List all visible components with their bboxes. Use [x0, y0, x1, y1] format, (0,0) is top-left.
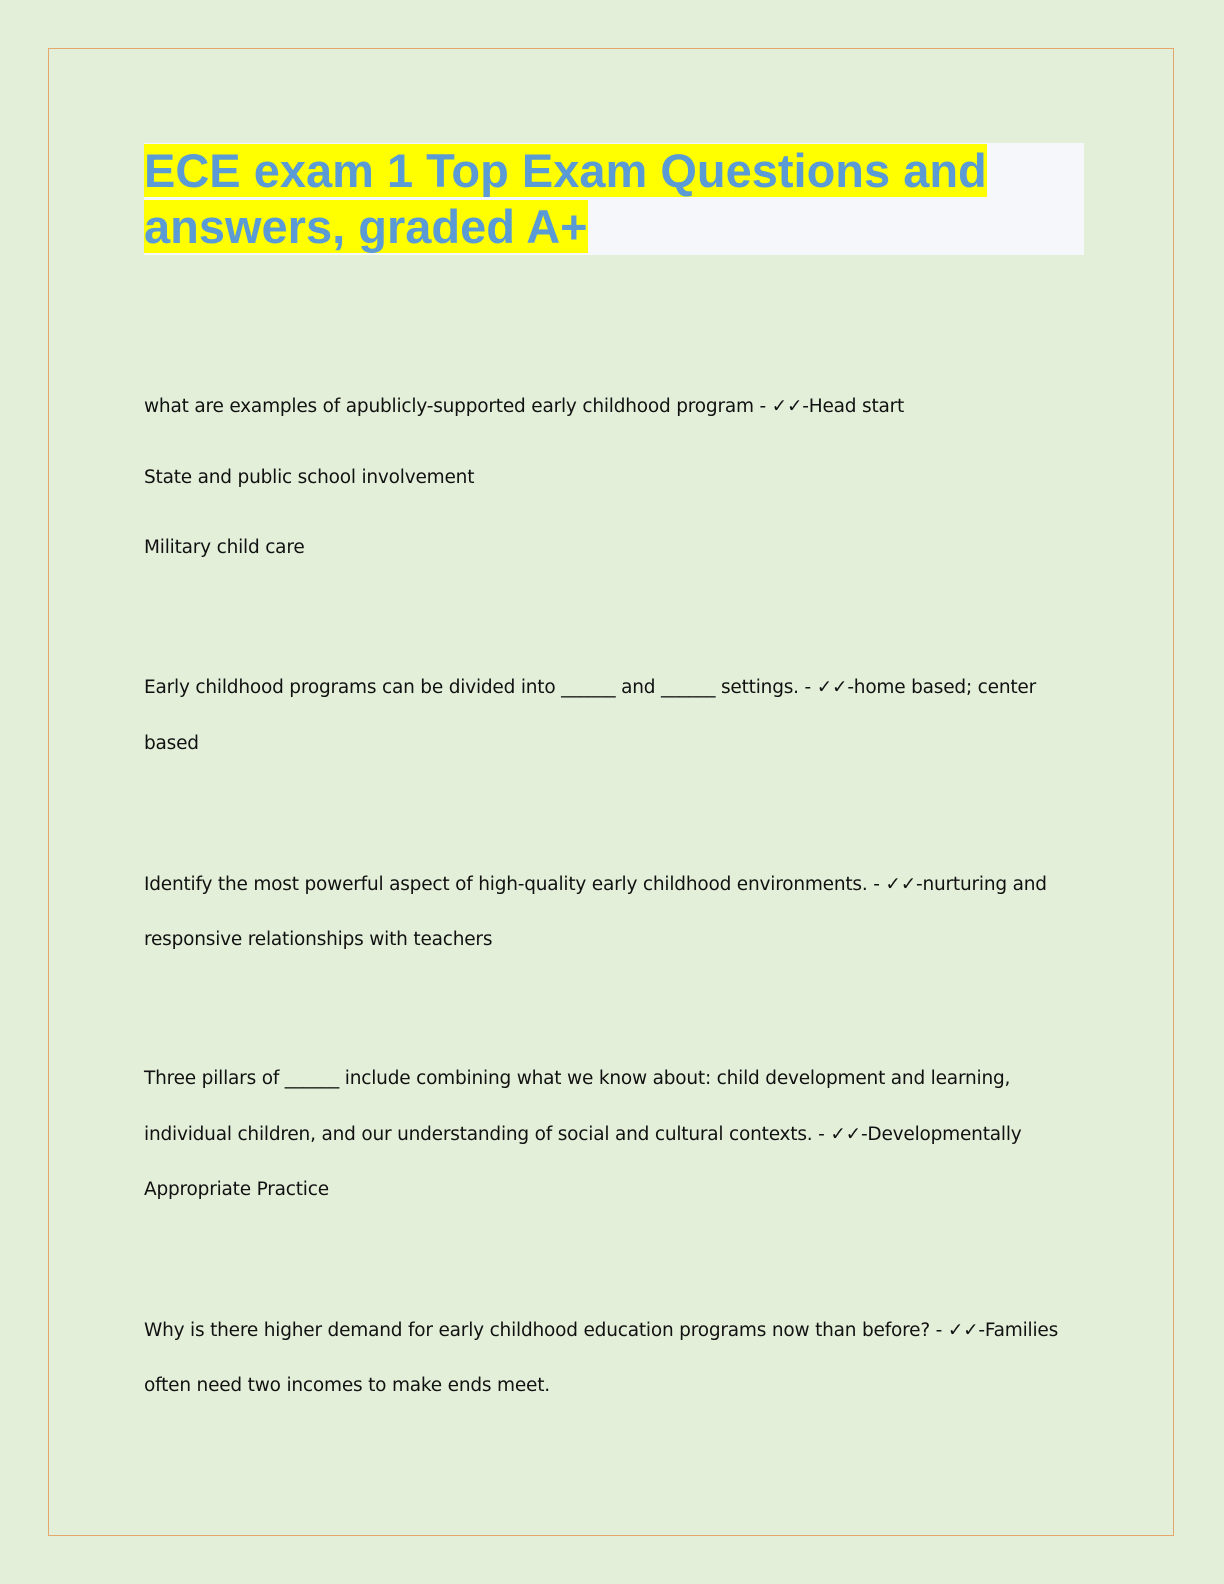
answer-text: based	[144, 733, 199, 754]
question-text: what are examples of apublicly-supported early childhood program -	[144, 396, 772, 417]
answer-text: often need two incomes to make ends meet.	[144, 1375, 550, 1396]
checkmark-icon: ✓✓	[830, 1124, 861, 1145]
qa-line	[144, 733, 199, 754]
qa-line	[144, 1124, 1022, 1145]
answer-text: -nurturing and	[916, 874, 1047, 895]
answer-text: Appropriate Practice	[144, 1179, 329, 1200]
qa-line	[144, 1068, 1010, 1089]
answer-text: responsive relationships with teachers	[144, 929, 493, 950]
answer-text: -home based; center	[847, 677, 1036, 698]
qa-line	[144, 929, 492, 950]
page-border	[48, 48, 1174, 1536]
title-line-1: ECE exam 1 Top Exam Questions and	[144, 144, 987, 197]
qa-line	[144, 1375, 550, 1396]
qa-line	[144, 396, 904, 417]
answer-text: State and public school involvement	[144, 467, 475, 488]
checkmark-icon: ✓✓	[885, 874, 916, 895]
question-text: Three pillars of ______ include combining what we know about: child development and learning,	[144, 1068, 1011, 1089]
answer-text: Military child care	[144, 537, 305, 558]
title-line-2: answers, graded A+	[144, 200, 588, 253]
checkmark-icon: ✓✓	[816, 677, 848, 698]
checkmark-icon: ✓✓	[947, 1320, 979, 1341]
title-block	[144, 143, 1084, 255]
answer-text: -Families	[978, 1320, 1059, 1341]
question-text: Identify the most powerful aspect of high-quality early childhood environments. -	[144, 874, 886, 895]
qa-line	[144, 1179, 329, 1200]
document-title	[144, 143, 1084, 255]
qa-line	[144, 874, 1047, 895]
qa-line	[144, 467, 474, 488]
answer-text: -Head start	[802, 396, 905, 417]
qa-line	[144, 677, 1036, 698]
qa-line	[144, 537, 305, 558]
question-text: Early childhood programs can be divided into ______ and ______ settings. -	[144, 677, 817, 698]
question-text: Why is there higher demand for early childhood education programs now than before? -	[144, 1320, 948, 1341]
question-text: individual children, and our understanding of social and cultural contexts. -	[144, 1124, 831, 1145]
qa-line	[144, 1320, 1058, 1341]
checkmark-icon: ✓✓	[771, 396, 803, 417]
answer-text: -Developmentally	[860, 1124, 1022, 1145]
